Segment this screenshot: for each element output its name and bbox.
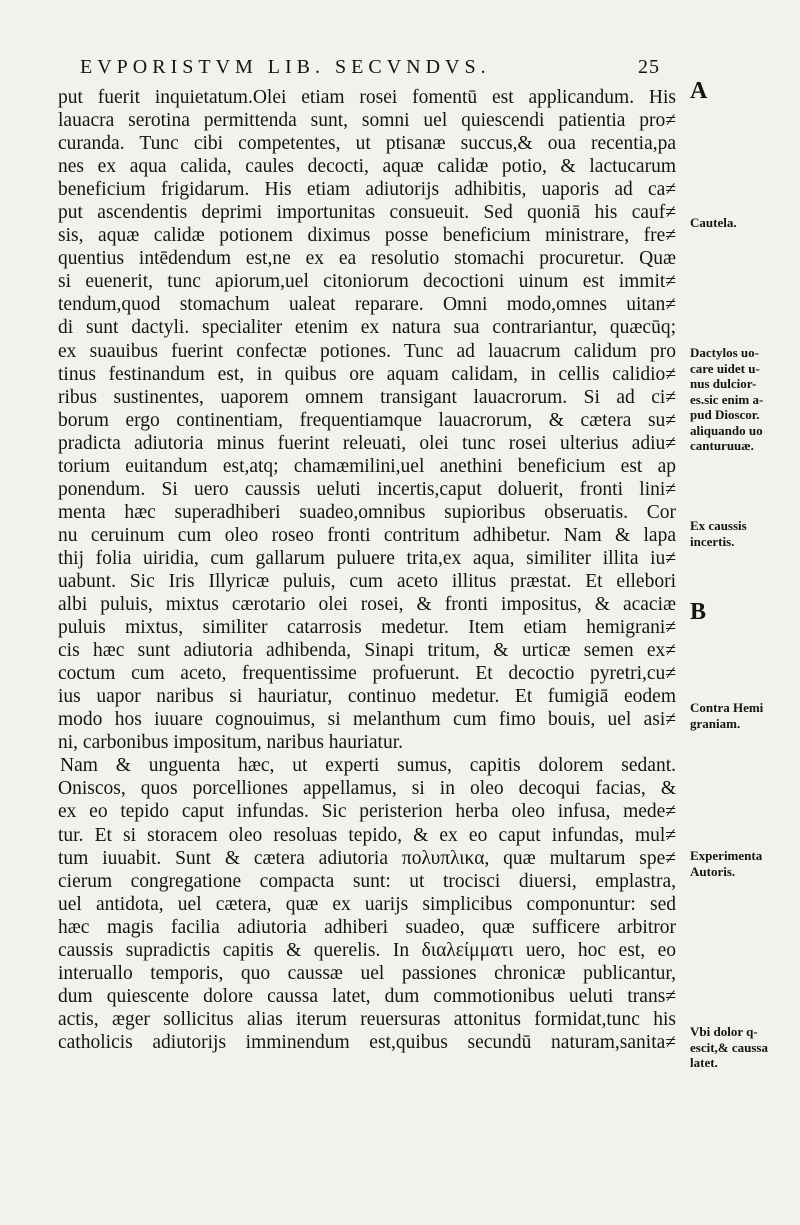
text-line: sis, aquæ calidæ potionem diximus posse beneficium ministrare, fre≠ <box>58 225 676 247</box>
margin-note-line: Cautela. <box>690 215 737 230</box>
running-head-title: EVPORISTVM LIB. SECVNDVS. <box>80 56 491 78</box>
text-line: Oniscos, quos porcelliones appellamus, si in oleo decoqui facias, & <box>58 778 676 800</box>
margin-note-line: aliquando uo <box>690 422 763 438</box>
margin-note-dactylos <box>690 345 794 454</box>
text-line: cis hæc sunt adiutoria adhibenda, Sinapi tritum, & urticæ semen ex≠ <box>58 640 676 662</box>
text-line: cierum congregatione compacta sunt: ut trocisci diuersi, emplastra, <box>58 870 676 892</box>
text-line: pradicta adiutoria minus fuerint releuati, olei tunc rosei ulterius adiu≠ <box>58 432 676 454</box>
text-line: ponendum. Si uero caussis ueluti incertis,caput doluerit, fronti lini≠ <box>58 478 676 500</box>
text-line: Nam & unguenta hæc, ut experti sumus, capitis dolorem sedant. <box>60 755 676 777</box>
margin-note-experimenta <box>690 848 794 879</box>
text-line: interuallo temporis, quo caussæ uel passiones chronicæ publicantur, <box>58 962 676 984</box>
margin-note-line: Contra Hemi <box>690 700 764 715</box>
text-line: ni, carbonibus impositum, naribus hauriatur. <box>58 732 403 754</box>
margin-note-ubi-dolor <box>690 1024 794 1071</box>
margin-note-line: escit,& caussa <box>690 1039 768 1055</box>
text-line: uabunt. Sic Iris Illyricæ puluis, cum aceto illitus præstat. Et ellebori <box>58 570 676 592</box>
margin-note-line: Vbi dolor q- <box>690 1024 758 1039</box>
running-head <box>80 56 660 86</box>
text-line: borum ergo continentiam, frequentiamque lauacrorum, & cætera su≠ <box>58 409 676 431</box>
text-line: menta hæc superadhiberi suadeo,omnibus supioribus obseruatis. Cor <box>58 501 676 523</box>
text-line: coctum cum aceto, frequentissime profuerunt. Et decoctio pyretri,cu≠ <box>58 663 676 685</box>
margin-note-ex-caussis <box>690 518 794 549</box>
margin-note-line: latet. <box>690 1055 718 1070</box>
text-line: nu ceruinum cum oleo roseo fronti contritum adhibetur. Nam & lapa <box>58 524 676 546</box>
text-line: beneficium frigidarum. His etiam adiutorijs adhibitis, uaporis ad ca≠ <box>58 179 676 201</box>
text-line: curanda. Tunc cibi competentes, ut ptisanæ succus,& oua recentia,pa <box>58 133 676 155</box>
text-line: uel antidota, uel cætera, quæ ex uarijs simplicibus componuntur: sed <box>58 893 676 915</box>
text-line: di sunt dactyli. specialiter etenim ex natura sua contrariantur, quæcūq; <box>58 317 676 339</box>
text-line: actis, æger sollicitus alias iterum reuersuras attonitus formidat,tunc his <box>58 1008 676 1030</box>
text-line: tendum,quod stomachum ualeat reparare. Omni modo,omnes uitan≠ <box>58 294 676 316</box>
text-line: puluis mixtus, similiter catarrosis medetur. Item etiam hemigrani≠ <box>58 617 676 639</box>
text-line: lauacra serotina permittenda sunt, somni uel quiescendi patientia pro≠ <box>58 110 676 132</box>
text-line: hæc magis facilia adiutoria adhiberi suadeo, quæ sufficere arbitror <box>58 916 676 938</box>
text-line: albi puluis, mixtus cærotario olei rosei, & fronti impositus, & acaciæ <box>58 594 676 616</box>
margin-note-line: incertis. <box>690 533 735 549</box>
text-line: quentius intēdendum est,ne ex ea resolutio stomachi procuretur. Quæ <box>58 248 676 270</box>
text-line: put ascendentis deprimi importunitas consueuit. Sed quoniā his cauf≠ <box>58 202 676 224</box>
margin-note-line: canturuuæ. <box>690 438 754 453</box>
text-line: ex suauibus fuerint confectæ potiones. Tunc ad lauacrum calidum pro <box>58 340 676 362</box>
body-text <box>58 86 676 1054</box>
margin-note-cautela <box>690 215 794 231</box>
margin-section-letter-b: B <box>690 599 707 625</box>
text-line: torium euitandum est,atq; chamæmilini,uel anethini beneficium est ap <box>58 455 676 477</box>
margin-note-contra-hemigraniam <box>690 700 794 731</box>
text-line: si euenerit, tunc apiorum,uel citoniorum decoctioni uinum est immit≠ <box>58 271 676 293</box>
margin-section-letter-a: A <box>690 78 708 104</box>
margin-note-line: Autoris. <box>690 863 736 879</box>
text-line: ex eo tepido caput infundas. Sic peristerion herba oleo infusa, mede≠ <box>58 801 676 823</box>
text-line: nes ex aqua calida, caules decocti, aquæ calidæ potio, & lactucarum <box>58 156 676 178</box>
text-line: tinus festinandum est, in quibus ore aquam calidam, in cellis calidio≠ <box>58 363 676 385</box>
margin-note-line: Dactylos uo- <box>690 345 759 360</box>
text-line: ribus sustinentes, uaporem omnem transigant lauacrorum. Si ad ci≠ <box>58 386 676 408</box>
page-number: 25 <box>638 56 660 78</box>
margin-note-line: nus dulcior- <box>690 376 757 391</box>
margin-note-line: graniam. <box>690 715 741 731</box>
text-line: caussis supradictis capitis & querelis. In διαλείμματι uero, hoc est, eo <box>58 939 676 961</box>
margin-note-line: pud Dioscor. <box>690 407 760 422</box>
text-line: put fuerit inquietatum.Olei etiam rosei fomentū est applicandum. His <box>58 87 676 108</box>
text-line: tum iuuabit. Sunt & cætera adiutoria πολυπλικα, quæ multarum spe≠ <box>58 847 676 869</box>
text-line: catholicis adiutorijs imminendum est,quibus secundū naturam,sanita≠ <box>58 1031 676 1053</box>
margin-note-line: Experimenta <box>690 848 763 863</box>
text-line: modo hos iuuare cognouimus, si melanthum cum fimo bouis, uel asi≠ <box>58 709 676 731</box>
text-line: dum quiescente dolore caussa latet, dum commotionibus ueluti trans≠ <box>58 985 676 1007</box>
margin-note-line: care uidet u- <box>690 360 760 376</box>
margin-note-line: Ex caussis <box>690 518 747 533</box>
text-line: tur. Et si storacem oleo resoluas tepido, & ex eo caput infundas, mul≠ <box>58 824 676 846</box>
text-line: ius uapor naribus si hauriatur, continuo medetur. Et fumigiā eodem <box>58 686 676 708</box>
text-line: thij folia uiridia, cum gallarum puluere trita,ex aqua, similiter illita iu≠ <box>58 547 676 569</box>
margin-note-line: es.sic enim a- <box>690 391 764 407</box>
